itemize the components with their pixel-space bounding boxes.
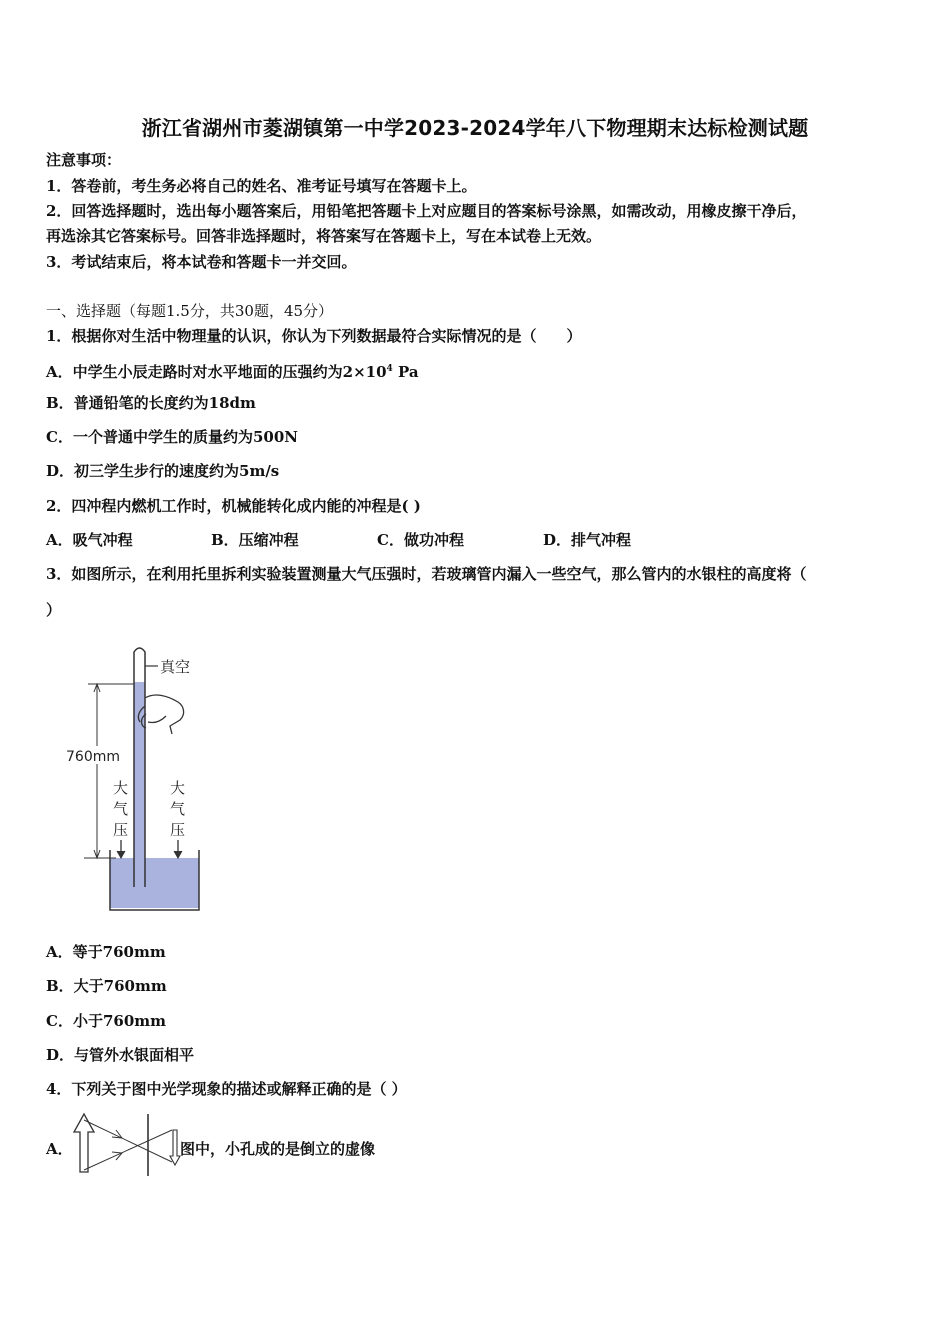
question-3-option-c: C．小于760mm (46, 1012, 166, 1030)
pressure-label-right-3: 压 (170, 821, 186, 839)
question-1-option-c: C．一个普通中学生的质量约为500N (46, 428, 298, 446)
note-item: 再选涂其它答案标号。回答非选择题时，将答案写在答题卡上，写在本试卷上无效。 (46, 227, 602, 245)
pressure-arrowhead-left (117, 851, 125, 858)
question-3-option-d: D．与管外水银面相平 (46, 1046, 195, 1064)
mercury-basin-fill (110, 858, 199, 908)
pressure-label-right-2: 气 (170, 800, 186, 818)
pressure-label-left-2: 气 (113, 800, 129, 818)
question-4-option-a-text: 图中，小孔成的是倒立的虚像 (180, 1140, 376, 1158)
torricelli-figure (60, 630, 240, 920)
question-3-option-b: B．大于760mm (46, 977, 167, 995)
option-unit: Pa (392, 363, 419, 381)
question-4-option-a-label: A． (46, 1140, 73, 1158)
pressure-label-left-3: 压 (113, 821, 129, 839)
question-4-stem: 4．下列关于图中光学现象的描述或解释正确的是（ ） (46, 1080, 407, 1098)
vacuum-label: 真空 (160, 658, 191, 676)
notes-heading: 注意事项： (46, 151, 122, 169)
question-1-option-a (46, 359, 419, 382)
option-text: A．中学生小辰走路时对水平地面的压强约为2×10 (46, 363, 387, 381)
pressure-arrowhead-right (174, 851, 182, 858)
pressure-label-left-1: 大 (113, 779, 129, 797)
question-2-stem: 2．四冲程内燃机工作时，机械能转化成内能的冲程是( ) (46, 497, 421, 515)
object-arrow (74, 1114, 94, 1172)
light-ray (84, 1130, 172, 1170)
question-3-option-a: A．等于760mm (46, 943, 166, 961)
section-heading: 一、选择题（每题1.5分，共30题，45分） (46, 302, 334, 320)
question-1-option-d: D．初三学生步行的速度约为5m/s (46, 462, 280, 480)
note-item: 3．考试结束后，将本试卷和答题卡一并交回。 (46, 253, 357, 271)
exponent: 4 (386, 364, 393, 374)
height-label: 760mm (66, 749, 120, 765)
question-3-stem: 3．如图所示，在利用托里拆利实验装置测量大气压强时，若玻璃管内漏入一些空气，那么管内的水银柱的高度将（ (46, 565, 807, 583)
pressure-label-right-1: 大 (170, 779, 186, 797)
question-2-option-b: B．压缩冲程 (211, 531, 299, 549)
image-arrow (170, 1130, 180, 1165)
question-3-stem-end: ） (46, 601, 62, 619)
light-ray (84, 1120, 172, 1162)
note-item: 1．答卷前，考生务必将自己的姓名、准考证号填写在答题卡上。 (46, 177, 477, 195)
ray-arrowhead (112, 1152, 122, 1160)
question-2-option-a: A．吸气冲程 (46, 531, 133, 549)
question-1-stem: 1．根据你对生活中物理量的认识，你认为下列数据最符合实际情况的是（ ） (46, 327, 582, 345)
note-item: 2．回答选择题时，选出每小题答案后，用铅笔把答题卡上对应题目的答案标号涂黑，如需改动，用橡皮擦干净后， (46, 202, 807, 220)
question-2-option-d: D．排气冲程 (543, 531, 632, 549)
pinhole-figure (72, 1110, 182, 1180)
question-2-option-c: C．做功冲程 (377, 531, 464, 549)
question-1-option-b: B．普通铅笔的长度约为18dm (46, 394, 256, 412)
page-title: 浙江省湖州市菱湖镇第一中学2023-2024学年八下物理期末达标检测试题 (141, 116, 809, 140)
